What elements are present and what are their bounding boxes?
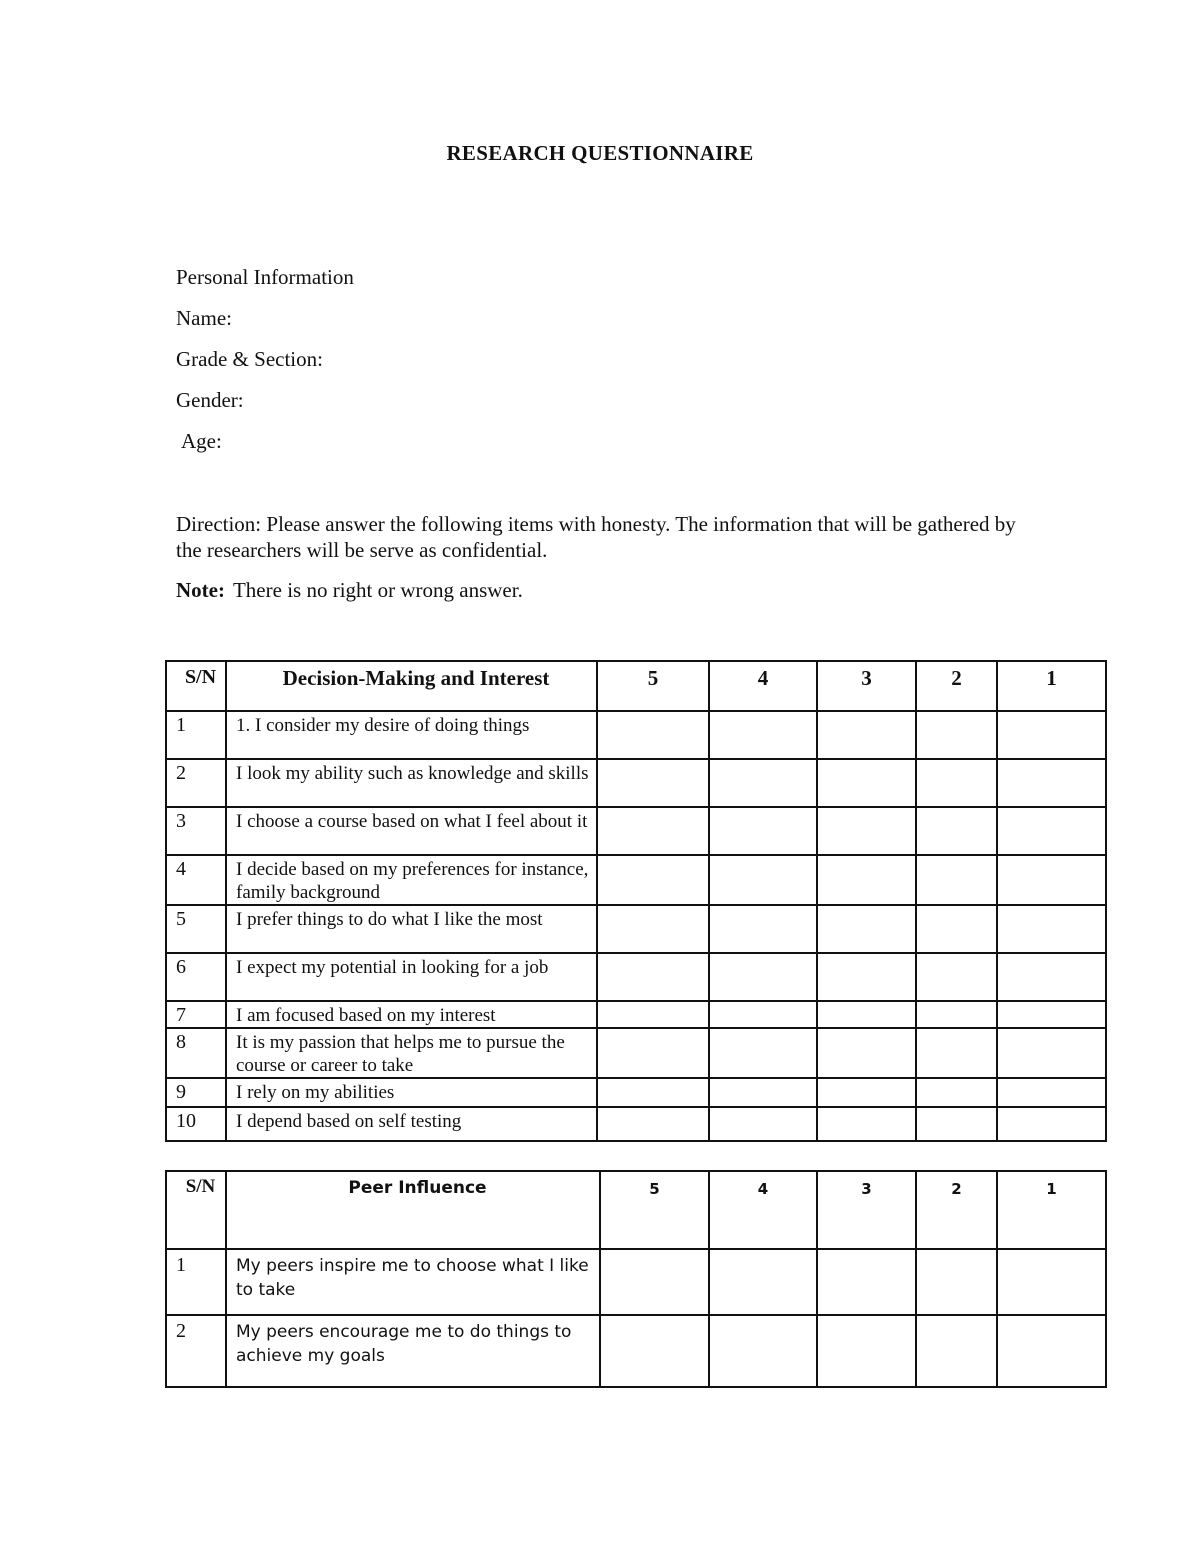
rating-header-4: 4	[709, 1171, 817, 1249]
table-row	[166, 1249, 1106, 1315]
item-statement: I look my ability such as knowledge and skills	[226, 759, 597, 807]
rating-cell-1[interactable]	[997, 1078, 1106, 1107]
item-statement: It is my passion that helps me to pursue the course or career to take	[226, 1028, 597, 1078]
rating-cell-3[interactable]	[817, 905, 916, 953]
table-row	[166, 807, 1106, 855]
rating-cell-1[interactable]	[997, 905, 1106, 953]
rating-cell-5[interactable]	[597, 1107, 709, 1141]
rating-cell-3[interactable]	[817, 855, 916, 905]
rating-cell-5[interactable]	[597, 759, 709, 807]
row-number: 10	[166, 1107, 226, 1141]
note-text: There is no right or wrong answer.	[232, 578, 523, 602]
rating-cell-4[interactable]	[709, 1107, 817, 1141]
rating-cell-5[interactable]	[597, 905, 709, 953]
rating-cell-4[interactable]	[709, 905, 817, 953]
rating-cell-3[interactable]	[817, 1249, 916, 1315]
rating-header-4: 4	[709, 661, 817, 711]
peer-influence-table	[165, 1170, 1107, 1388]
table-row	[166, 711, 1106, 759]
table-row	[166, 1001, 1106, 1028]
table-row	[166, 1107, 1106, 1141]
rating-cell-4[interactable]	[709, 1315, 817, 1387]
rating-cell-1[interactable]	[997, 807, 1106, 855]
row-number: 1	[166, 1249, 226, 1315]
rating-cell-1[interactable]	[997, 1315, 1106, 1387]
rating-cell-5[interactable]	[600, 1315, 709, 1387]
rating-cell-2[interactable]	[916, 1028, 997, 1078]
rating-cell-4[interactable]	[709, 759, 817, 807]
item-statement: I rely on my abilities	[226, 1078, 597, 1107]
rating-header-2: 2	[916, 1171, 997, 1249]
rating-cell-2[interactable]	[916, 1107, 997, 1141]
rating-cell-3[interactable]	[817, 1028, 916, 1078]
rating-cell-3[interactable]	[817, 953, 916, 1001]
rating-cell-1[interactable]	[997, 1001, 1106, 1028]
rating-cell-1[interactable]	[997, 759, 1106, 807]
item-statement: I choose a course based on what I feel about it	[226, 807, 597, 855]
table-row	[166, 953, 1106, 1001]
table-row	[166, 1028, 1106, 1078]
rating-header-2: 2	[916, 661, 997, 711]
grade-section-field-label: Grade & Section:	[176, 347, 323, 371]
table-row	[166, 855, 1106, 905]
note-label: Note:	[176, 578, 225, 602]
age-field-label: Age:	[181, 429, 222, 453]
criteria-header: Peer Influence	[226, 1171, 600, 1249]
item-statement: I expect my potential in looking for a job	[226, 953, 597, 1001]
decision-making-table	[165, 660, 1107, 1142]
rating-cell-3[interactable]	[817, 807, 916, 855]
rating-cell-5[interactable]	[597, 953, 709, 1001]
rating-cell-3[interactable]	[817, 759, 916, 807]
rating-cell-4[interactable]	[709, 1028, 817, 1078]
table-row	[166, 1078, 1106, 1107]
row-number: 2	[166, 759, 226, 807]
personal-info-heading: Personal Information	[176, 265, 354, 289]
page-title: RESEARCH QUESTIONNAIRE	[446, 141, 754, 165]
rating-header-1: 1	[997, 1171, 1106, 1249]
rating-cell-1[interactable]	[997, 953, 1106, 1001]
row-number: 7	[166, 1001, 226, 1028]
gender-field-label: Gender:	[176, 388, 244, 412]
sn-header: S/N	[166, 1171, 226, 1249]
rating-cell-3[interactable]	[817, 1315, 916, 1387]
row-number: 6	[166, 953, 226, 1001]
rating-header-1: 1	[997, 661, 1106, 711]
rating-cell-2[interactable]	[916, 855, 997, 905]
row-number: 3	[166, 807, 226, 855]
rating-cell-5[interactable]	[597, 1028, 709, 1078]
rating-cell-1[interactable]	[997, 711, 1106, 759]
rating-cell-2[interactable]	[916, 1001, 997, 1028]
rating-cell-2[interactable]	[916, 711, 997, 759]
rating-cell-1[interactable]	[997, 1107, 1106, 1141]
item-statement: My peers encourage me to do things to achieve my goals	[226, 1315, 600, 1387]
rating-cell-3[interactable]	[817, 711, 916, 759]
item-statement: I prefer things to do what I like the most	[226, 905, 597, 953]
rating-cell-4[interactable]	[709, 1001, 817, 1028]
rating-cell-4[interactable]	[709, 807, 817, 855]
rating-cell-3[interactable]	[817, 1001, 916, 1028]
item-statement: I am focused based on my interest	[226, 1001, 597, 1028]
rating-cell-2[interactable]	[916, 905, 997, 953]
row-number: 5	[166, 905, 226, 953]
rating-cell-2[interactable]	[916, 807, 997, 855]
row-number: 8	[166, 1028, 226, 1078]
item-statement: I decide based on my preferences for instance, family background	[226, 855, 597, 905]
table-row	[166, 759, 1106, 807]
rating-cell-4[interactable]	[709, 953, 817, 1001]
rating-cell-1[interactable]	[997, 1028, 1106, 1078]
rating-cell-5[interactable]	[597, 855, 709, 905]
rating-cell-2[interactable]	[916, 953, 997, 1001]
table-row	[166, 1315, 1106, 1387]
row-number: 2	[166, 1315, 226, 1387]
rating-header-5: 5	[597, 661, 709, 711]
criteria-header: Decision-Making and Interest	[226, 661, 597, 711]
rating-cell-5[interactable]	[597, 711, 709, 759]
item-statement: 1. I consider my desire of doing things	[226, 711, 597, 759]
rating-cell-5[interactable]	[597, 1001, 709, 1028]
rating-cell-1[interactable]	[997, 1249, 1106, 1315]
rating-cell-5[interactable]	[597, 1078, 709, 1107]
table-header-row	[166, 661, 1106, 711]
rating-cell-2[interactable]	[916, 759, 997, 807]
item-statement: I depend based on self testing	[226, 1107, 597, 1141]
rating-cell-4[interactable]	[709, 1249, 817, 1315]
name-field-label: Name:	[176, 306, 232, 330]
sn-header: S/N	[166, 661, 226, 711]
rating-cell-3[interactable]	[817, 1078, 916, 1107]
rating-cell-1[interactable]	[997, 855, 1106, 905]
rating-cell-2[interactable]	[916, 1078, 997, 1107]
direction-text: Direction: Please answer the following items with honesty. The information that will be gathered by the researchers will be serve as confidential.	[176, 512, 1016, 562]
row-number: 4	[166, 855, 226, 905]
rating-header-3: 3	[817, 1171, 916, 1249]
item-statement: My peers inspire me to choose what I like to take	[226, 1249, 600, 1315]
rating-cell-3[interactable]	[817, 1107, 916, 1141]
rating-cell-5[interactable]	[600, 1249, 709, 1315]
rating-cell-2[interactable]	[916, 1249, 997, 1315]
table-header-row	[166, 1171, 1106, 1249]
rating-cell-5[interactable]	[597, 807, 709, 855]
note	[176, 578, 523, 603]
rating-cell-2[interactable]	[916, 1315, 997, 1387]
table-row	[166, 905, 1106, 953]
rating-cell-4[interactable]	[709, 711, 817, 759]
rating-cell-4[interactable]	[709, 1078, 817, 1107]
rating-header-5: 5	[600, 1171, 709, 1249]
row-number: 1	[166, 711, 226, 759]
rating-cell-4[interactable]	[709, 855, 817, 905]
row-number: 9	[166, 1078, 226, 1107]
rating-header-3: 3	[817, 661, 916, 711]
